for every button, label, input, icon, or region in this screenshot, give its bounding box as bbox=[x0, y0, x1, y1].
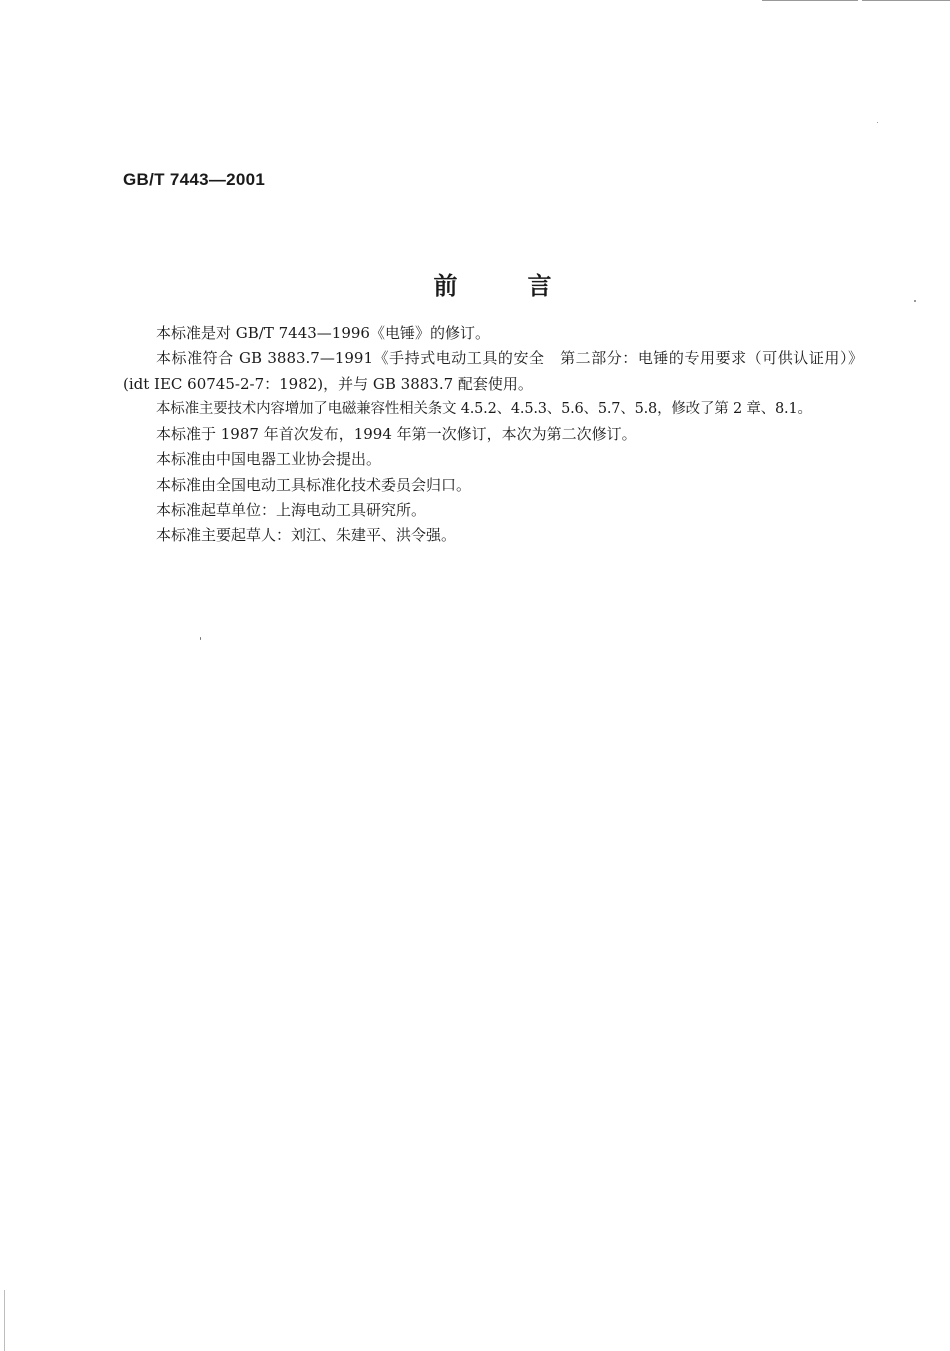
paragraph: 本标准主要技术内容增加了电磁兼容性相关条文 4.5.2、4.5.3、5.6、5.7、5.8，修改了第 2 章、8.1。 bbox=[156, 400, 812, 417]
scan-edge-line bbox=[762, 0, 858, 1]
standard-code: GB/T 7443—2001 bbox=[123, 170, 266, 189]
scan-edge-line bbox=[4, 1290, 5, 1351]
paragraph: 本标准于 1987 年首次发布，1994 年第一次修订，本次为第二次修订。 bbox=[156, 425, 637, 444]
paragraph: 本标准是对 GB/T 7443—1996《电锤》的修订。 bbox=[156, 324, 490, 342]
document-body bbox=[123, 321, 863, 549]
page-title: 前言 bbox=[433, 271, 622, 300]
paragraph: 本标准符合 GB 3883.7—1991《手持式电动工具的安全 第二部分：电锤的专用要求（可供认证用）》(idt IEC 60745-2-7：1982)，并与 GB 3883.7 配套使用。 bbox=[123, 349, 863, 393]
scan-speck bbox=[877, 122, 878, 123]
paragraph: 本标准由全国电动工具标准化技术委员会归口。 bbox=[156, 475, 472, 494]
paragraph: 本标准起草单位：上海电动工具研究所。 bbox=[156, 501, 427, 520]
paragraph: 本标准主要起草人：刘江、朱建平、洪令强。 bbox=[156, 526, 457, 545]
scan-edge-line bbox=[862, 0, 950, 1]
scan-speck bbox=[200, 637, 201, 640]
paragraph: 本标准由中国电器工业协会提出。 bbox=[156, 450, 382, 469]
